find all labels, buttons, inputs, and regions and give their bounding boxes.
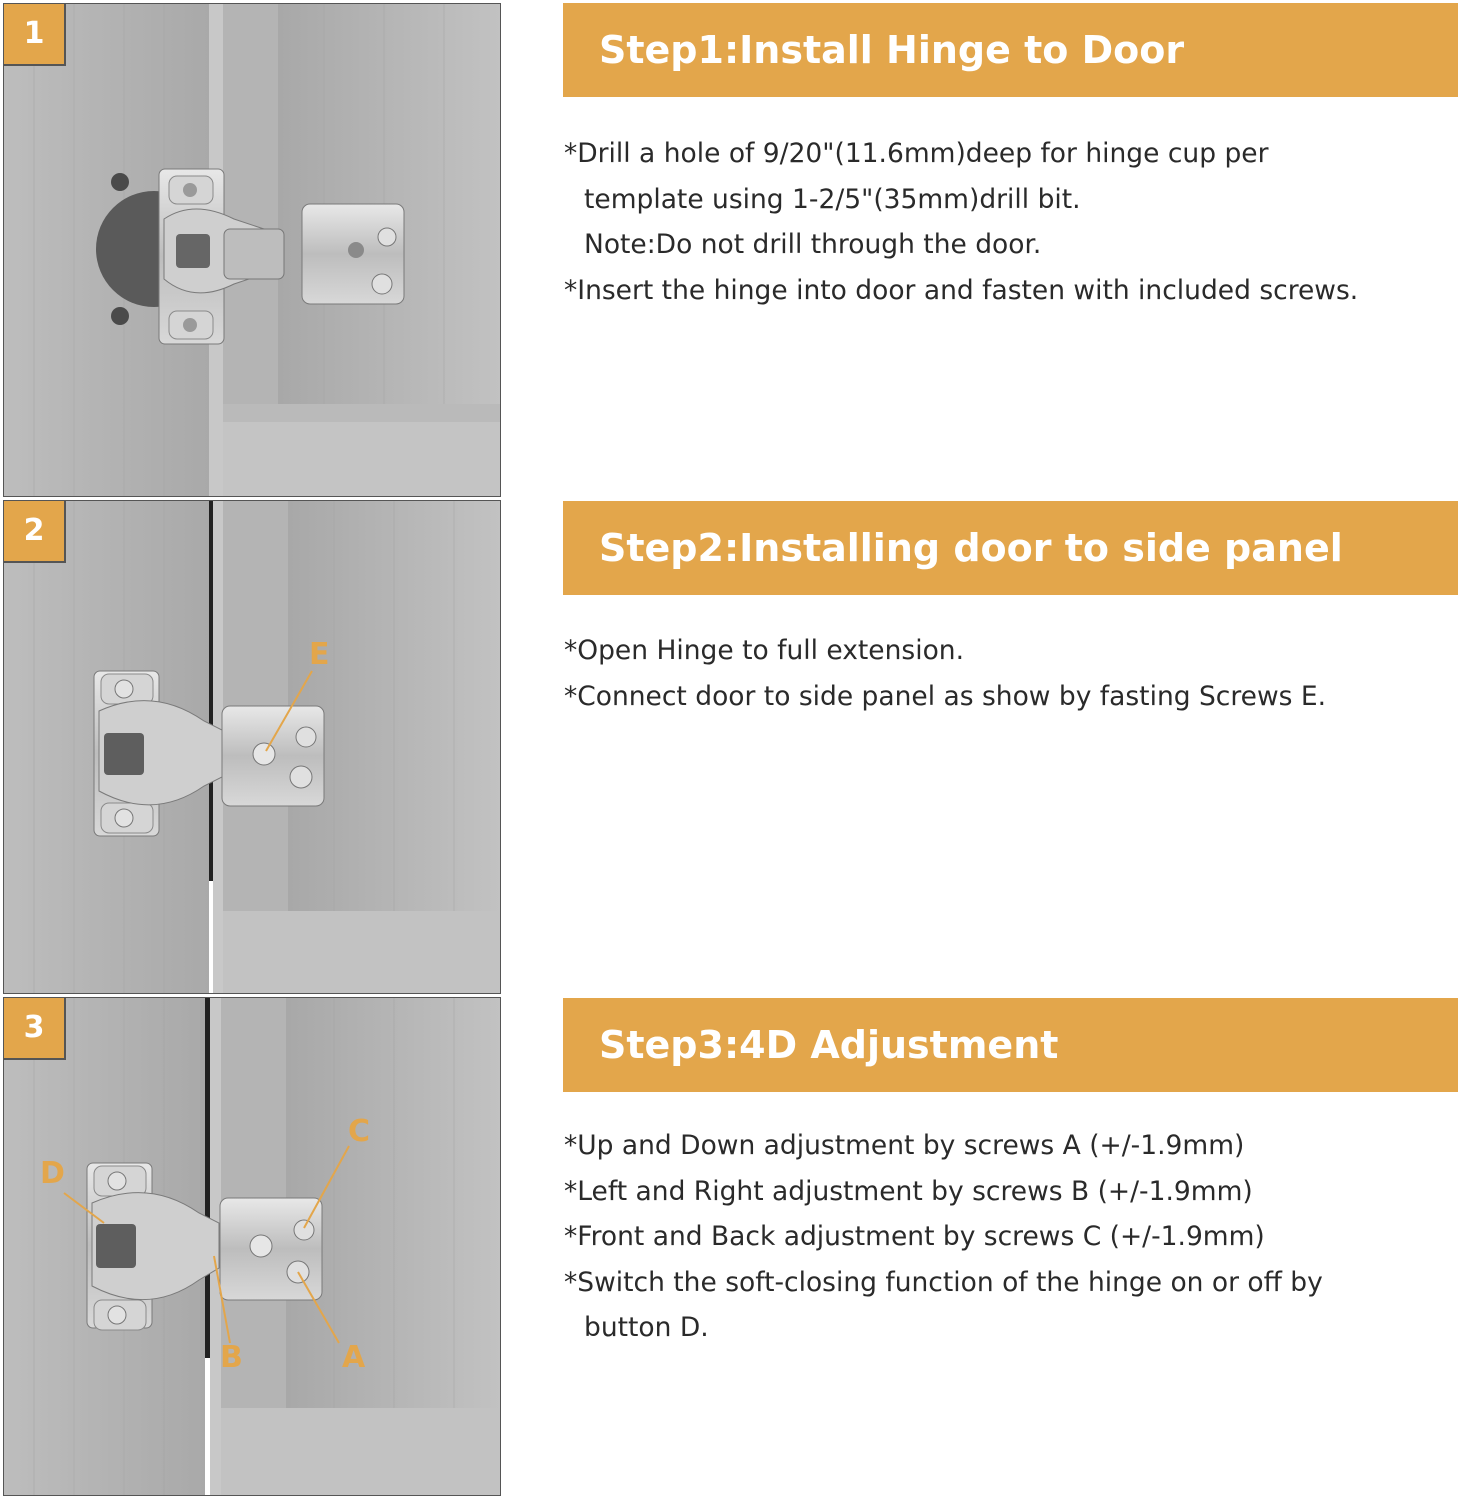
hinge-door-illustration bbox=[4, 4, 501, 497]
step3-photo bbox=[3, 997, 501, 1496]
step3-instructions bbox=[564, 1123, 1454, 1351]
step2-title: Step2:Installing door to side panel bbox=[599, 526, 1343, 570]
instruction-line: Note:Do not drill through the door. bbox=[584, 229, 1042, 260]
instruction-line: *Open Hinge to full extension. bbox=[564, 635, 964, 666]
instruction-line: *Switch the soft-closing function of the hinge on or off by bbox=[564, 1266, 1323, 1298]
callout-label-e: E bbox=[309, 637, 330, 672]
hinge-adjustment-illustration bbox=[4, 998, 501, 1496]
instruction-line: *Insert the hinge into door and fasten with included screws. bbox=[564, 274, 1359, 306]
callout-label-c: C bbox=[348, 1114, 371, 1149]
instruction-line: *Front and Back adjustment by screws C (+/-1.9mm) bbox=[564, 1221, 1265, 1252]
step2-instructions bbox=[564, 628, 1454, 719]
hinge-panel-illustration bbox=[4, 501, 501, 994]
callout-label-a: A bbox=[342, 1340, 366, 1375]
step1-photo bbox=[3, 3, 501, 497]
step1-instructions bbox=[564, 131, 1454, 313]
step3-title-banner bbox=[563, 998, 1458, 1092]
instruction-line: *Left and Right adjustment by screws B (+/-1.9mm) bbox=[564, 1175, 1253, 1207]
step2-title-banner bbox=[563, 501, 1458, 595]
step3-title: Step3:4D Adjustment bbox=[599, 1023, 1059, 1067]
instruction-line: *Up and Down adjustment by screws A (+/-1.9mm) bbox=[564, 1130, 1245, 1161]
step-number-badge: 3 bbox=[4, 998, 66, 1060]
instruction-line: *Drill a hole of 9/20"(11.6mm)deep for hinge cup per bbox=[564, 138, 1269, 169]
callout-label-b: B bbox=[220, 1340, 243, 1375]
step1-title: Step1:Install Hinge to Door bbox=[599, 28, 1185, 72]
step1-title-banner bbox=[563, 3, 1458, 97]
step2-photo bbox=[3, 500, 501, 994]
callout-label-d: D bbox=[40, 1156, 65, 1191]
step-number-badge: 2 bbox=[4, 501, 66, 563]
instruction-line: template using 1-2/5"(35mm)drill bit. bbox=[584, 183, 1081, 215]
instruction-line: button D. bbox=[584, 1312, 709, 1343]
step-number-badge: 1 bbox=[4, 4, 66, 66]
instruction-line: *Connect door to side panel as show by fasting Screws E. bbox=[564, 680, 1327, 712]
